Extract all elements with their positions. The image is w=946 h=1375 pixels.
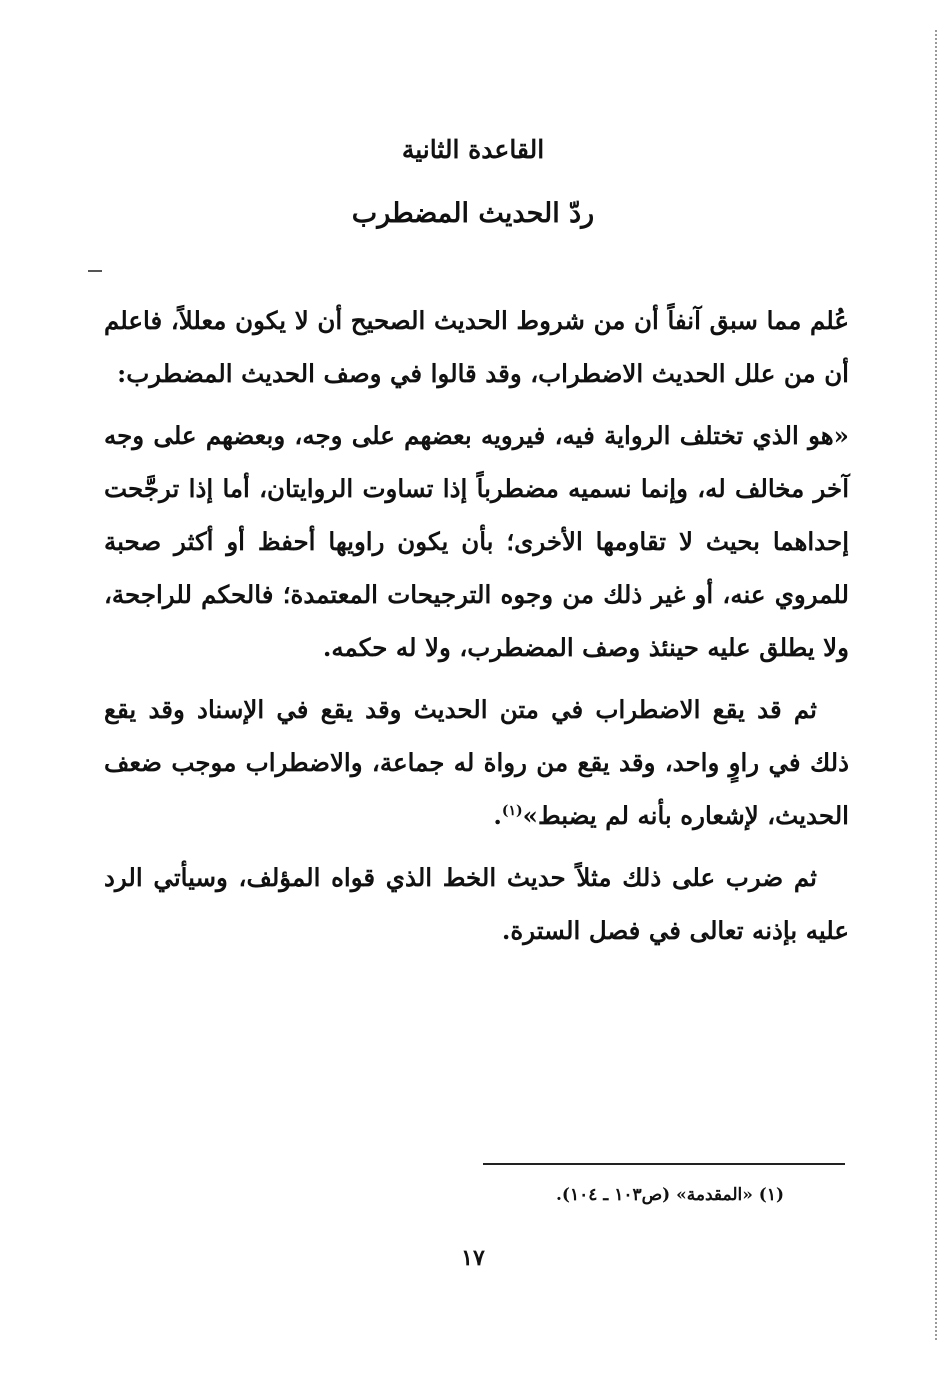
paragraph-closing: ثم ضرب على ذلك مثلاً حديث الخط الذي قواه المؤلف، وسيأتي الرد عليه بإذنه تعالى في فصل السترة.	[104, 863, 849, 945]
paragraph-intro: عُلم مما سبق آنفاً أن من شروط الحديث الصحيح أن لا يكون معللاً، فاعلم أن من علل الحديث الاضطراب، وقد قالوا في وصف الحديث المضطرب:	[104, 306, 849, 388]
footnote-reference[interactable]: (١)	[501, 802, 523, 819]
paragraph-quote-definition: «هو الذي تختلف الرواية فيه، فيرويه بعضهم على وجه، وبعضهم على وجه آخر مخالف له، وإنما نسميه مضطرباً إذا تساوت الروايتان، أما إذا ترجَّحت إحداهما بحيث لا تقاومها الأخرى؛ بأن يكون راويها أحفظ أو أكثر صحبة للمروي عنه، أو غير ذلك من وجوه الترجيحات المعتمدة؛ فالحكم للراجحة، ولا يطلق عليه حينئذ وصف المضطرب، ولا له حكمه.	[104, 421, 849, 662]
footnote-text: (١) «المقدمة» (ص١٠٣ ـ ١٠٤).	[556, 1185, 784, 1205]
paragraph-end-period: .	[493, 801, 502, 830]
footnote-separator	[483, 1163, 845, 1165]
rule-title: القاعدة الثانية	[401, 135, 545, 164]
paragraph-quote-continuation	[104, 683, 849, 842]
topic-title: ردّ الحديث المضطرب	[351, 198, 595, 229]
main-text	[104, 294, 849, 966]
margin-tick-mark	[88, 270, 102, 272]
paragraph-quote-continuation-text: ثم قد يقع الاضطراب في متن الحديث وقد يقع في الإسناد وقد يقع ذلك في راوٍ واحد، وقد يقع من رواة له جماعة، والاضطراب موجب ضعف الحديث، لإشعاره بأنه لم يضبط»	[104, 695, 849, 830]
page-number: ١٧	[461, 1245, 485, 1271]
